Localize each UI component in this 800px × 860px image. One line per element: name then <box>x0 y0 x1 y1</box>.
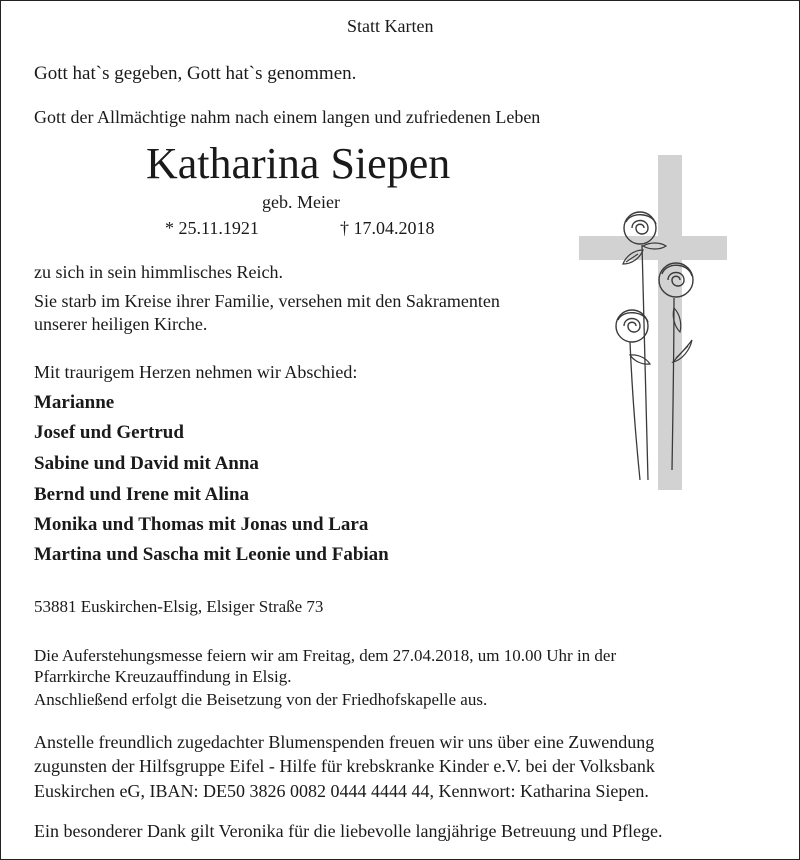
cross-icon <box>579 155 727 490</box>
mass-info-line1: Die Auferstehungsmesse feiern wir am Freitag, dem 27.04.2018, um 10.00 Uhr in der <box>34 646 617 665</box>
abschied-text: Mit traurigem Herzen nehmen wir Abschied: <box>34 362 358 382</box>
rose-icon <box>616 310 648 342</box>
notice-heading: Statt Karten <box>347 16 434 36</box>
starb-text-line2: unserer heiligen Kirche. <box>34 314 208 334</box>
mourner-name: Sabine und David mit Anna <box>34 453 259 474</box>
maiden-name: geb. Meier <box>262 192 340 212</box>
deceased-name: Katharina Siepen <box>146 139 451 188</box>
burial-info: Anschließend erfolgt die Beisetzung von der Friedhofskapelle aus. <box>34 690 488 709</box>
reich-text: zu sich in sein himmlisches Reich. <box>34 262 283 282</box>
cross-with-roses <box>570 150 730 495</box>
death-date: † 17.04.2018 <box>340 218 435 238</box>
mourner-name: Josef und Gertrud <box>34 422 184 443</box>
intro-text: Gott der Allmächtige nahm nach einem langen und zufriedenen Leben <box>34 107 541 127</box>
mourner-name: Bernd und Irene mit Alina <box>34 484 250 505</box>
mourner-name: Monika und Thomas mit Jonas und Lara <box>34 514 369 535</box>
mourner-name: Martina und Sascha mit Leonie und Fabian <box>34 544 389 565</box>
family-address: 53881 Euskirchen-Elsig, Elsiger Straße 73 <box>34 597 324 616</box>
mass-info-line2: Pfarrkirche Kreuzauffindung in Elsig. <box>34 667 292 686</box>
donation-info-line3: Euskirchen eG, IBAN: DE50 3826 0082 0444 4444 44, Kennwort: Katharina Siepen. <box>34 781 649 801</box>
birth-date: * 25.11.1921 <box>165 218 259 238</box>
donation-info-line1: Anstelle freundlich zugedachter Blumenspenden freuen wir uns über eine Zuwendung <box>34 732 655 752</box>
motto: Gott hat`s gegeben, Gott hat`s genommen. <box>34 63 357 84</box>
starb-text-line1: Sie starb im Kreise ihrer Familie, versehen mit den Sakramenten <box>34 291 500 311</box>
thanks-text: Ein besonderer Dank gilt Veronika für die liebevolle langjährige Betreuung und Pflege. <box>34 821 663 841</box>
mourner-name: Marianne <box>34 392 115 413</box>
donation-info-line2: zugunsten der Hilfsgruppe Eifel - Hilfe für krebskranke Kinder e.V. bei der Volksbank <box>34 756 655 776</box>
